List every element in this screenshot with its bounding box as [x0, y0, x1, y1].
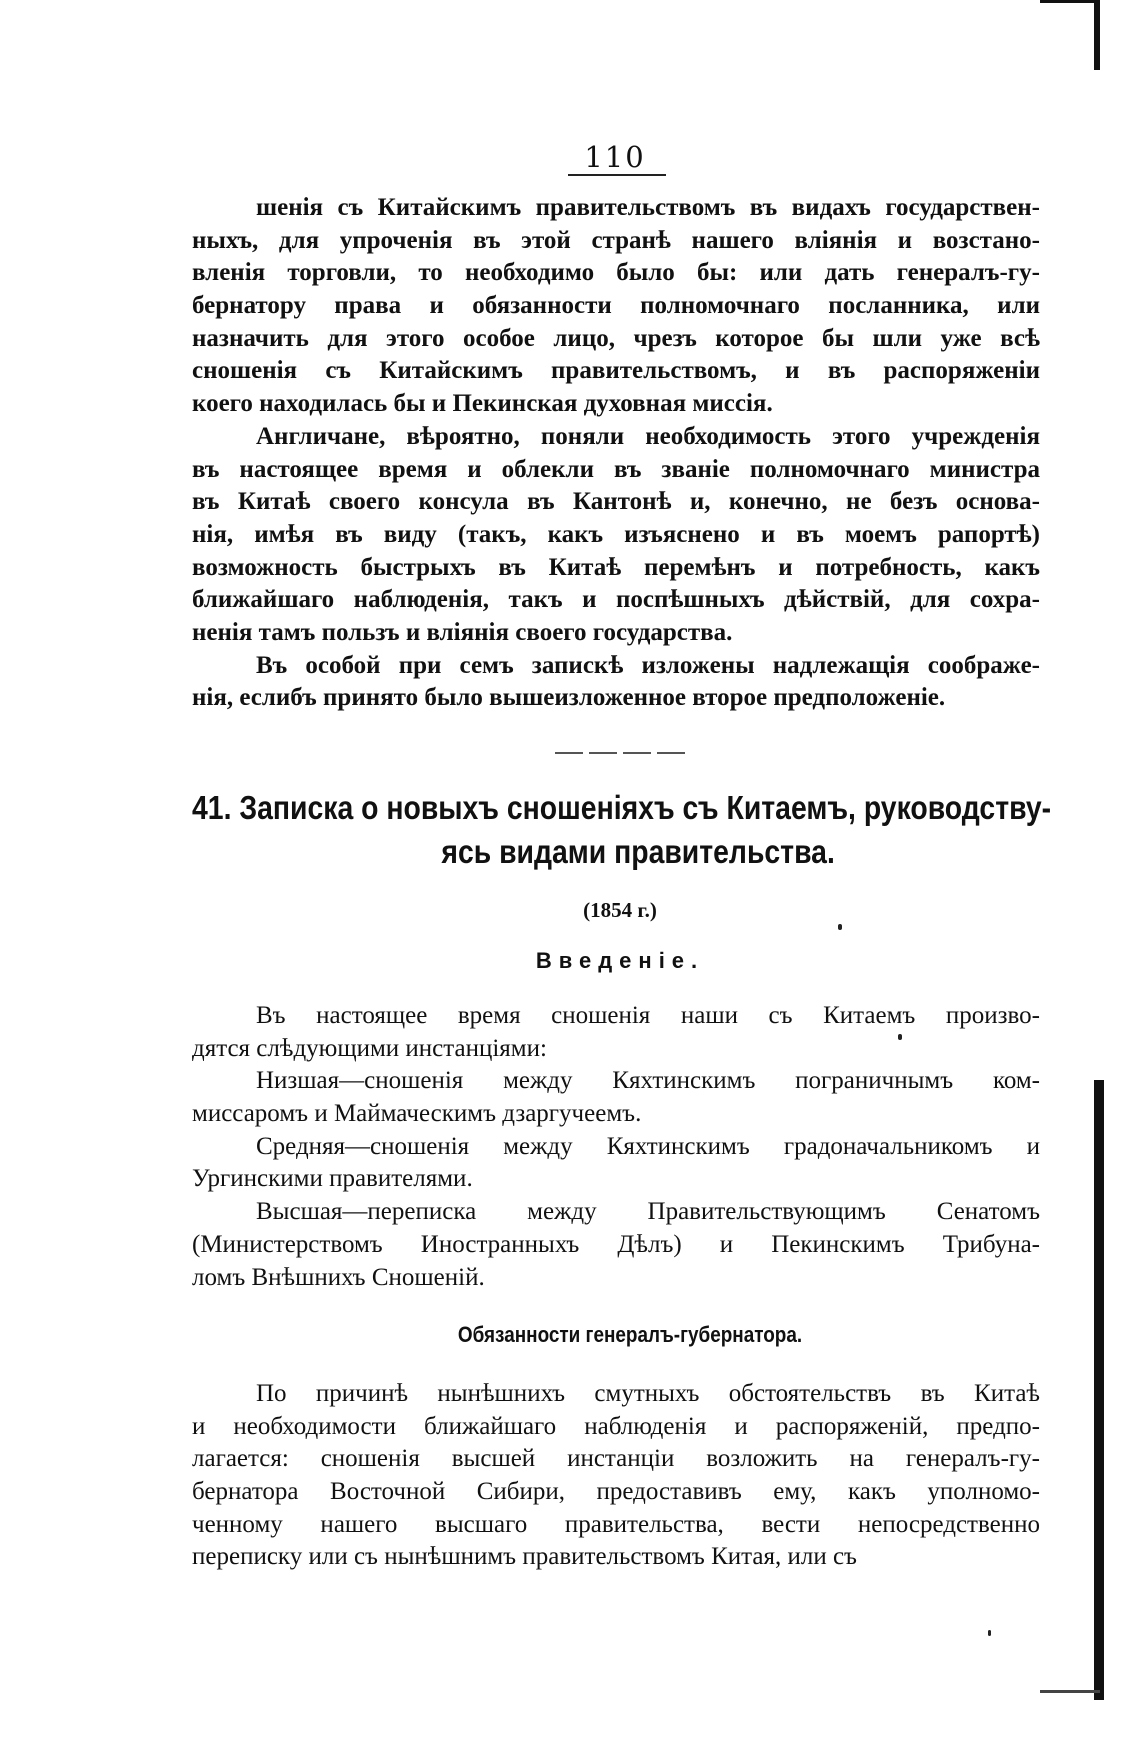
text-line: ломъ Внѣшнихъ Сношеній. — [192, 1263, 485, 1291]
text-line: шенія съ Китайскимъ правительствомъ въ видахъ государствен- — [256, 194, 1040, 221]
text-line: По причинѣ нынѣшнихъ смутныхъ обстоятельствъ въ Китаѣ — [256, 1380, 1040, 1407]
scan-edge — [1040, 1690, 1100, 1693]
scan-edge — [1040, 0, 1100, 3]
text-line: назначить для этого особое лицо, чрезъ которое бы шли уже всѣ — [192, 324, 1040, 352]
text-line: бернатора Восточной Сибири, предоставивъ ему, какъ уполномо- — [192, 1478, 1040, 1506]
paragraph — [192, 421, 1040, 650]
text-line: ближайшаго наблюденія, такъ и поспѣшныхъ дѣйствій, для сохра- — [192, 586, 1040, 614]
text-line: и необходимости ближайшаго наблюденія и распоряженій, предпо- — [192, 1412, 1040, 1440]
text-line: возможность быстрыхъ въ Китаѣ перемѣнъ и потребность, какъ — [192, 553, 1040, 581]
text-line: дятся слѣдующими инстанціями: — [192, 1034, 547, 1062]
section-separator — [555, 752, 685, 754]
subheading: Обязанности генералъ-губернатора. — [457, 1322, 803, 1347]
text-line: вленія торговли, то необходимо было бы: или дать генералъ-гу- — [192, 259, 1040, 287]
text-line: въ настоящее время и облекли въ званіе полномочнаго министра — [192, 455, 1040, 483]
text-line: лагается: сношенія высшей инстанціи возложить на генералъ-гу- — [192, 1445, 1040, 1473]
paragraph — [192, 1000, 1040, 1065]
paragraph — [192, 1065, 1040, 1130]
paragraph — [192, 1196, 1040, 1294]
section-title-line: ясь видами правительства. — [441, 833, 835, 870]
text-line: Высшая—переписка между Правительствующимъ Сенатомъ — [256, 1198, 1040, 1226]
text-line: ныхъ, для упроченія въ этой странѣ нашего вліянія и возстано- — [192, 226, 1040, 254]
paragraph — [192, 1378, 1040, 1574]
text-line: коего находилась бы и Пекинская духовная миссія. — [192, 390, 773, 418]
text-line: въ Китаѣ своего консула въ Кантонѣ и, конечно, не безъ основа- — [192, 488, 1040, 516]
page-number-rule — [568, 174, 666, 176]
section-title — [192, 786, 1052, 874]
scan-speck — [898, 1034, 902, 1040]
year: (1854 г.) — [583, 898, 657, 922]
scan-speck — [838, 924, 842, 930]
text-line: нія, имѣя въ виду (такъ, какъ изъяснено и въ моемъ рапортѣ) — [192, 520, 1040, 548]
text-line: сношенія съ Китайскимъ правительствомъ, и въ распоряженіи — [192, 357, 1040, 385]
paragraph — [192, 192, 1040, 421]
text-line: Англичане, вѣроятно, поняли необходимость этого учрежденія — [256, 422, 1040, 450]
text-line: Ургинскими правителями. — [192, 1165, 473, 1193]
text-line: нія, еслибъ принято было вышеизложенное второе предположеніе. — [192, 684, 946, 712]
paragraph — [192, 650, 1040, 715]
text-line: Низшая—сношенія между Кяхтинскимъ пограничнымъ ком- — [256, 1067, 1040, 1095]
bottom-text-block — [192, 1378, 1040, 1574]
text-line: Въ особой при семъ запискѣ изложены надлежащія соображе- — [256, 651, 1040, 679]
section-title-line: 41. Записка о новыхъ сношеніяхъ съ Китаемъ, руководству- — [192, 789, 1052, 826]
paragraph — [192, 1131, 1040, 1196]
text-line: миссаромъ и Маймаческимъ дзаргучеемъ. — [192, 1100, 642, 1128]
text-line: (Министерствомъ Иностранныхъ Дѣлъ) и Пекинскимъ Трибуна- — [192, 1230, 1040, 1258]
text-line: ченному нашего высшаго правительства, вести непосредственно — [192, 1510, 1040, 1538]
intro-text-block — [192, 1000, 1040, 1294]
text-line: ненія тамъ пользъ и вліянія своего государства. — [192, 618, 733, 646]
scan-speck — [988, 1630, 991, 1636]
page-number: 110 — [584, 140, 646, 174]
text-line: переписку или съ нынѣшнимъ правительствомъ Китая, или съ — [192, 1543, 857, 1571]
scan-edge — [1094, 1080, 1104, 1700]
intro-heading: Введеніе. — [535, 948, 705, 973]
top-text-block — [192, 192, 1040, 715]
text-line: Въ настоящее время сношенія наши съ Китаемъ произво- — [256, 1002, 1040, 1029]
text-line: бернатору права и обязанности полномочнаго посланника, или — [192, 292, 1040, 320]
scan-edge — [1094, 0, 1100, 70]
text-line: Средняя—сношенія между Кяхтинскимъ градоначальникомъ и — [256, 1132, 1040, 1160]
